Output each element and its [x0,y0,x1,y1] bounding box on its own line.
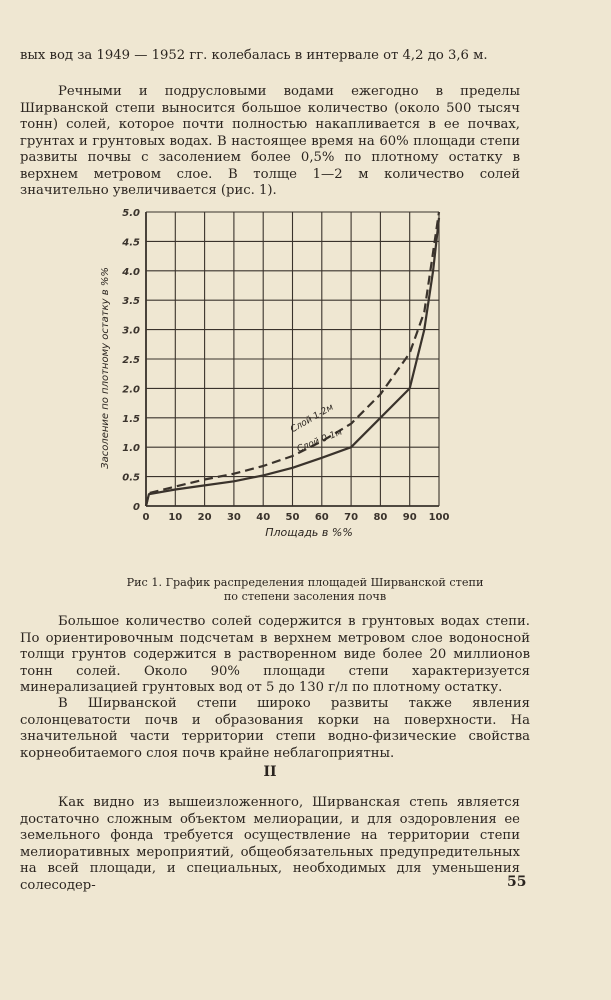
y-tick-label: 4.0 [122,266,140,278]
paragraph-solonets: В Ширванской степи широко развиты также явления солонцеватости почв и образования корки на поверхности. На значительной части территории степи водно-физические свойства корнеобитаемого слоя почв крайне неблагоприятны. [20,696,530,761]
paragraph-salts: Речными и подрусловыми водами ежегодно в пределы Ширванской степи выносится большое количество (около 500 тысяч тонн) солей, которое почти полностью накапливается в ее почвах, грунтах и грунтовых водах. В настоящее время на 60% площади степи развиты почвы с засолением более 0,5% по плотному остатку в верхнем метровом слое. В толще 1—2 м количество солей значительно увеличивается (рис. 1). [20,84,520,198]
paragraph-melioration: Как видно из вышеизложенного, Ширванская степь является достаточно сложным объектом мелиорации, и для оздоровления ее земельного фонда требуется осуществление на территории степи мелиоративных мероприятий, общеобязательных предупредительных на всей площади, и специальных, необходимых для уменьшения солесодер- [20,795,520,893]
y-tick-label: 4.5 [122,237,140,249]
x-tick-label: 10 [168,512,183,523]
x-tick-label: 0 [142,512,150,523]
series-label-0-1m: Слой 0-1м [295,427,344,455]
y-tick-label: 0 [133,502,140,513]
y-tick-label: 0.5 [122,472,140,484]
y-tick-label: 5.0 [122,208,140,219]
y-tick-labels [121,208,140,513]
y-tick-label: 3.0 [122,325,140,337]
y-axis-label: Засоление по плотному остатку в %% [100,267,111,469]
page-number: 55 [507,874,527,890]
x-axis-label: Площадь в %% [265,526,353,539]
paragraph-groundwater: Большое количество солей содержится в грунтовых водах степи. По ориентировочным подсчетам в верхнем метровом слое водоносной толщи грунтов содержится в растворенном виде более 20 миллионов тонн солей. Около 90% площади степи характеризуется минерализацией грунтовых вод от 5 до 130 г/л по плотному остатку. [20,614,530,695]
x-tick-label: 40 [256,512,271,523]
y-tick-label: 2.0 [122,384,140,396]
x-tick-label: 30 [226,512,241,523]
y-tick-label: 2.5 [122,355,140,366]
salinity-chart [94,200,464,550]
paragraph-continuation: вых вод за 1949 — 1952 гг. колебалась в интервале от 4,2 до 3,6 м. [20,48,488,63]
x-tick-label: 20 [197,512,212,523]
x-tick-labels [143,512,450,523]
y-tick-label: 3.5 [122,296,140,308]
y-tick-label: 1.5 [122,413,140,425]
caption-line-2: по степени засоления почв [223,590,387,603]
x-tick-label: 80 [373,512,388,523]
x-tick-label: 50 [285,512,300,523]
x-tick-label: 90 [402,512,417,523]
y-tick-label: 1.0 [122,443,140,455]
x-tick-label: 60 [314,512,329,523]
x-tick-label: 70 [344,512,359,523]
figure-caption [60,576,550,604]
x-tick-label: 100 [428,512,450,523]
caption-line-1: Рис 1. График распределения площадей Ширванской степи [126,576,484,589]
chart-grid [146,212,439,506]
section-heading: II [263,764,277,780]
series-label-1-2m: Слой 1-2м [289,402,336,436]
